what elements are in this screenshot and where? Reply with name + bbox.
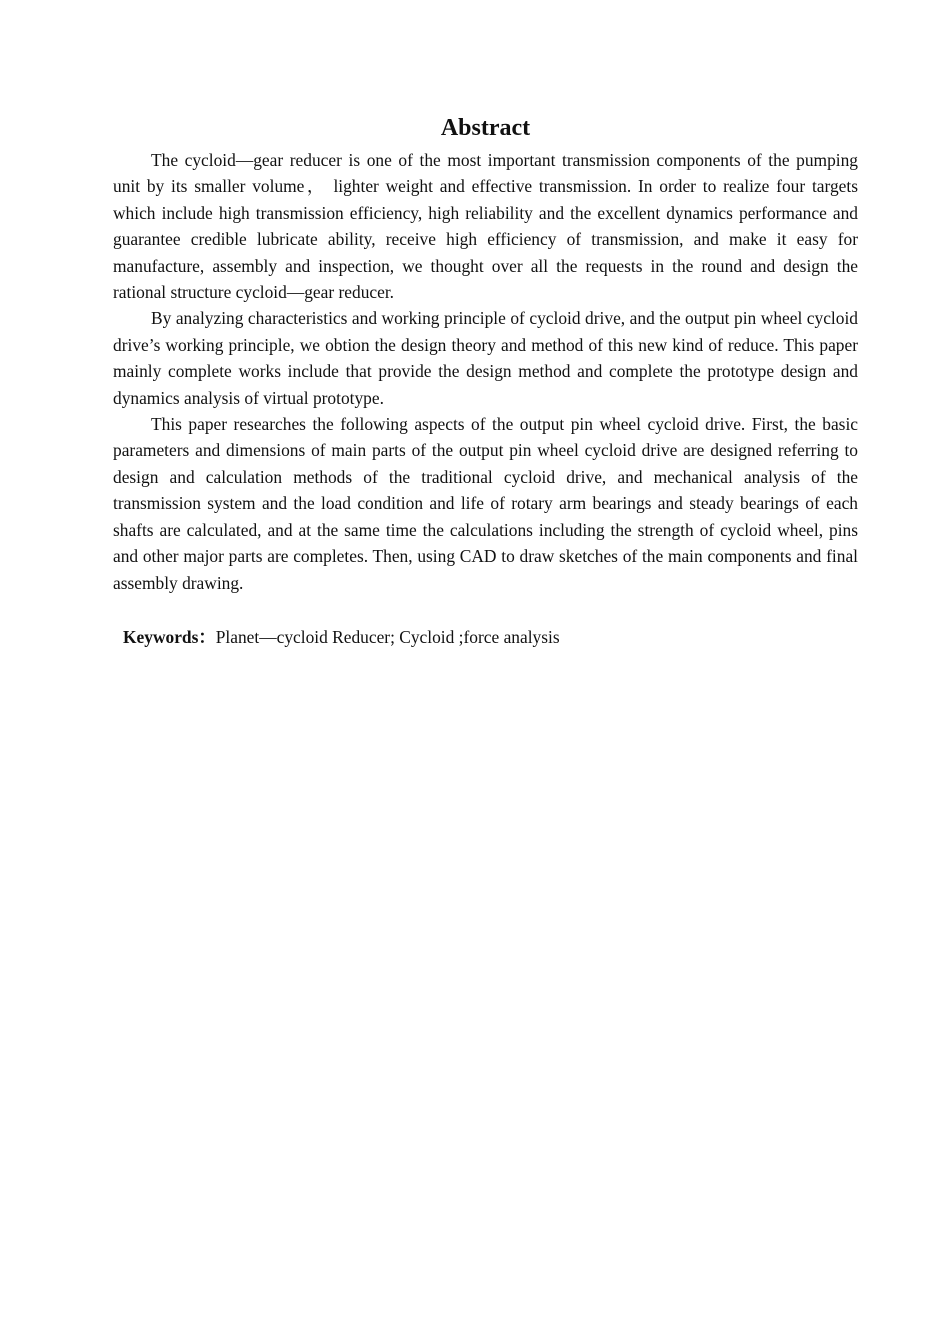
keywords-text: Planet—cycloid Reducer; Cycloid ;force analysis: [215, 626, 560, 647]
abstract-paragraph-2: By analyzing characteristics and working principle of cycloid drive, and the output pin wheel cycloid drive’s working principle, we obtion the design theory and method of this new kind of reduce. This paper mainly complete works include that provide the design method and complete the prototype design and dynamics analysis of virtual prototype.: [113, 308, 858, 408]
abstract-paragraph-1: The cycloid—gear reducer is one of the most important transmission components of the pumping unit by its smaller volume， lighter weight and effective transmission. In order to realize four targets which include high transmission efficiency, high reliability and the excellent dynamics performance and guarantee credible lubricate ability, receive high efficiency of transmission, and make it easy for manufacture, assembly and inspection, we thought over all the requests in the round and design the rational structure cycloid—gear reducer.: [113, 150, 858, 303]
keywords-line: [123, 624, 858, 650]
abstract-title: Abstract: [440, 115, 531, 141]
abstract-section: [113, 113, 858, 650]
abstract-paragraph-3: This paper researches the following aspects of the output pin wheel cycloid drive. First, the basic parameters and dimensions of main parts of the output pin wheel cycloid drive are designed referring to design and calculation methods of the traditional cycloid drive, and mechanical analysis of the transmission system and the load condition and life of rotary arm bearings and steady bearings of each shafts are calculated, and at the same time the calculations including the strength of cycloid wheel, pins and other major parts are completes. Then, using CAD to draw sketches of the main components and final assembly drawing.: [113, 414, 858, 593]
keywords-label: Keywords：: [123, 626, 216, 647]
